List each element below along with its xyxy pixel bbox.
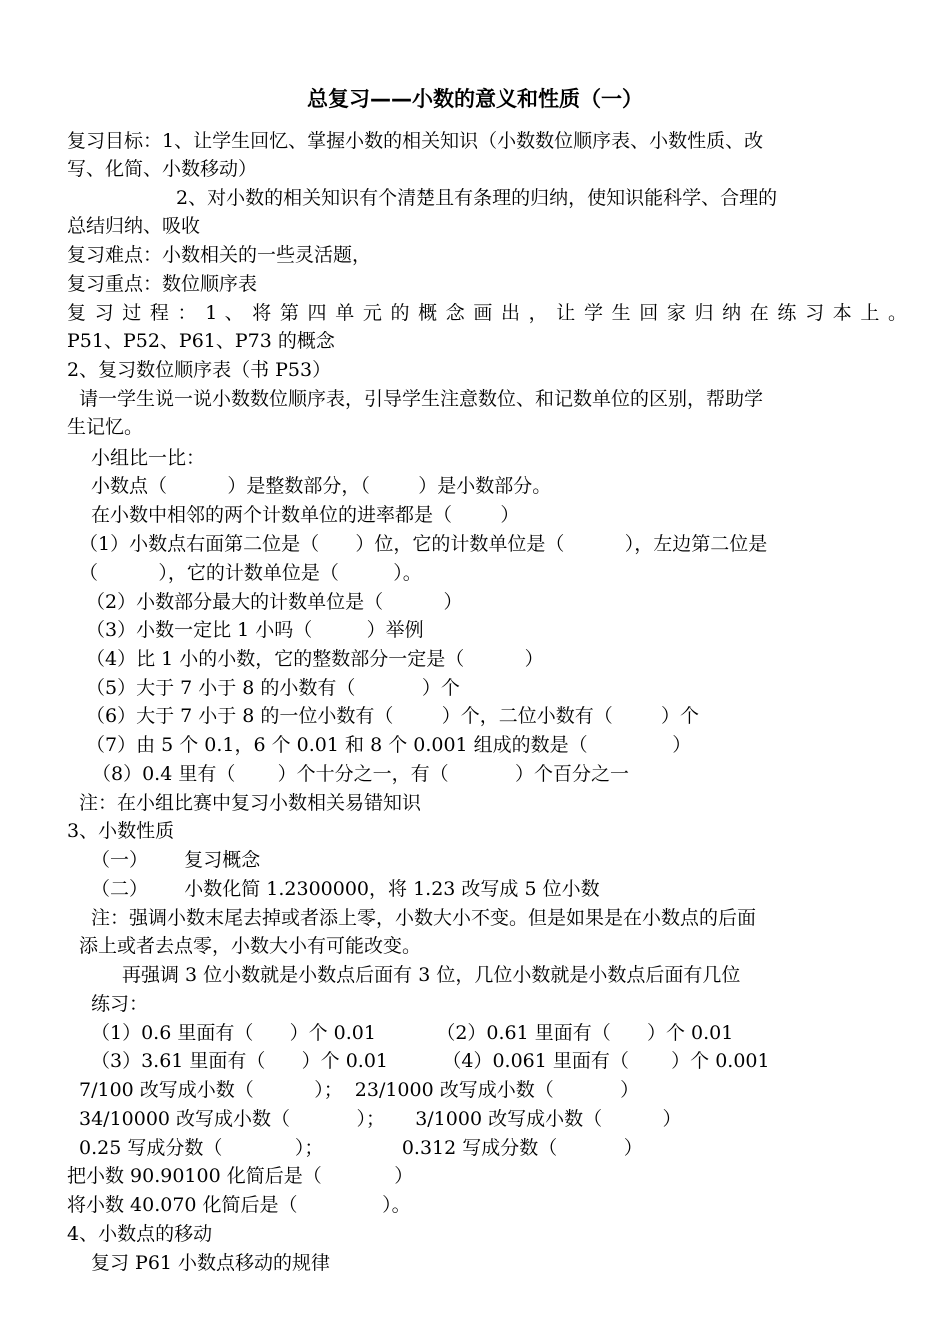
section-4-review: 复习 P61 小数点移动的规律 xyxy=(91,1252,331,1274)
section-3-heading: 3、小数性质 xyxy=(67,820,175,842)
section-3-note-line-1: 注：强调小数末尾去掉或者添上零，小数大小不变。但是如果是在小数点的后面 xyxy=(91,907,757,929)
section-2-note: 注：在小组比赛中复习小数相关易错知识 xyxy=(79,792,422,814)
practice-row-4: 34/10000 改写成小数（ ）； 3/1000 改写成小数（ ） xyxy=(79,1108,682,1130)
exercise-4: （4）比 1 小的小数，它的整数部分一定是（ ） xyxy=(86,648,544,670)
section-2-heading: 2、复习数位顺序表（书 P53） xyxy=(67,359,332,381)
section-4-heading: 4、小数点的移动 xyxy=(67,1223,213,1245)
exercise-decimal-point: 小数点（ ）是整数部分，（ ）是小数部分。 xyxy=(91,475,552,497)
page-title: 总复习——小数的意义和性质（一） xyxy=(307,87,643,111)
review-difficulty: 复习难点：小数相关的一些灵活题， xyxy=(67,244,372,266)
review-goal-line-4: 总结归纳、吸收 xyxy=(67,215,201,237)
review-goal-line-1: 复习目标：1、让学生回忆、掌握小数的相关知识（小数数位顺序表、小数性质、改 xyxy=(67,130,764,152)
review-process-line-2: P51、P52、P61、P73 的概念 xyxy=(67,330,335,352)
review-goal-line-2: 写、化简、小数移动） xyxy=(67,158,258,180)
exercise-2: （2）小数部分最大的计数单位是（ ） xyxy=(86,591,463,613)
section-2-intro-line-2: 生记忆。 xyxy=(67,416,144,438)
exercise-7: （7）由 5 个 0.1，6 个 0.01 和 8 个 0.001 组成的数是（ ） xyxy=(86,734,692,756)
practice-row-2: （3）3.61 里面有（ ）个 0.01 （4）0.061 里面有（ ）个 0.001 xyxy=(91,1050,770,1072)
exercise-6: （6）大于 7 小于 8 的一位小数有（ ）个，二位小数有（ ）个 xyxy=(86,705,700,727)
practice-row-1: （1）0.6 里面有（ ）个 0.01 （2）0.61 里面有（ ）个 0.01 xyxy=(91,1022,734,1044)
section-2-intro-line-1: 请一学生说一说小数数位顺序表，引导学生注意数位、和记数单位的区别，帮助学 xyxy=(79,388,764,410)
exercise-1-line-1: （1）小数点右面第二位是（ ）位，它的计数单位是（ ），左边第二位是 xyxy=(79,533,768,555)
review-focus: 复习重点：数位顺序表 xyxy=(67,273,258,295)
exercise-adjacent-units: 在小数中相邻的两个计数单位的进率都是（ ） xyxy=(91,504,520,526)
exercise-3: （3）小数一定比 1 小吗（ ）举例 xyxy=(86,619,424,641)
practice-simplify-2: 将小数 40.070 化简后是（ ）。 xyxy=(67,1194,411,1216)
section-3-emphasis: 再强调 3 位小数就是小数点后面有 3 位，几位小数就是小数点后面有几位 xyxy=(122,964,741,986)
review-process-line-1: 复 习 过 程 ： 1 、 将 第 四 单 元 的 概 念 画 出 ， 让 学 生 回 家 归 纳 在 练 习 本 上 。 xyxy=(67,302,907,324)
group-compete-heading: 小组比一比： xyxy=(91,447,206,469)
practice-row-3: 7/100 改写成小数（ ）； 23/1000 改写成小数（ ） xyxy=(79,1079,640,1101)
practice-row-5: 0.25 写成分数（ ）； 0.312 写成分数（ ） xyxy=(79,1137,643,1159)
exercise-8: （8）0.4 里有（ ）个十分之一，有（ ）个百分之一 xyxy=(92,763,630,785)
review-goal-line-3: 2、对小数的相关知识有个清楚且有条理的归纳，使知识能科学、合理的 xyxy=(176,187,778,209)
practice-heading: 练习： xyxy=(91,993,149,1015)
practice-simplify-1: 把小数 90.90100 化简后是（ ） xyxy=(67,1165,414,1187)
exercise-1-line-2: （ ），它的计数单位是（ ）。 xyxy=(79,562,422,584)
exercise-5: （5）大于 7 小于 8 的小数有（ ）个 xyxy=(86,677,460,699)
section-3-note-line-2: 添上或者去点零，小数大小有可能改变。 xyxy=(79,935,422,957)
section-3-part-2: （二） 小数化简 1.2300000，将 1.23 改写成 5 位小数 xyxy=(91,878,600,900)
section-3-part-1: （一） 复习概念 xyxy=(91,849,261,871)
